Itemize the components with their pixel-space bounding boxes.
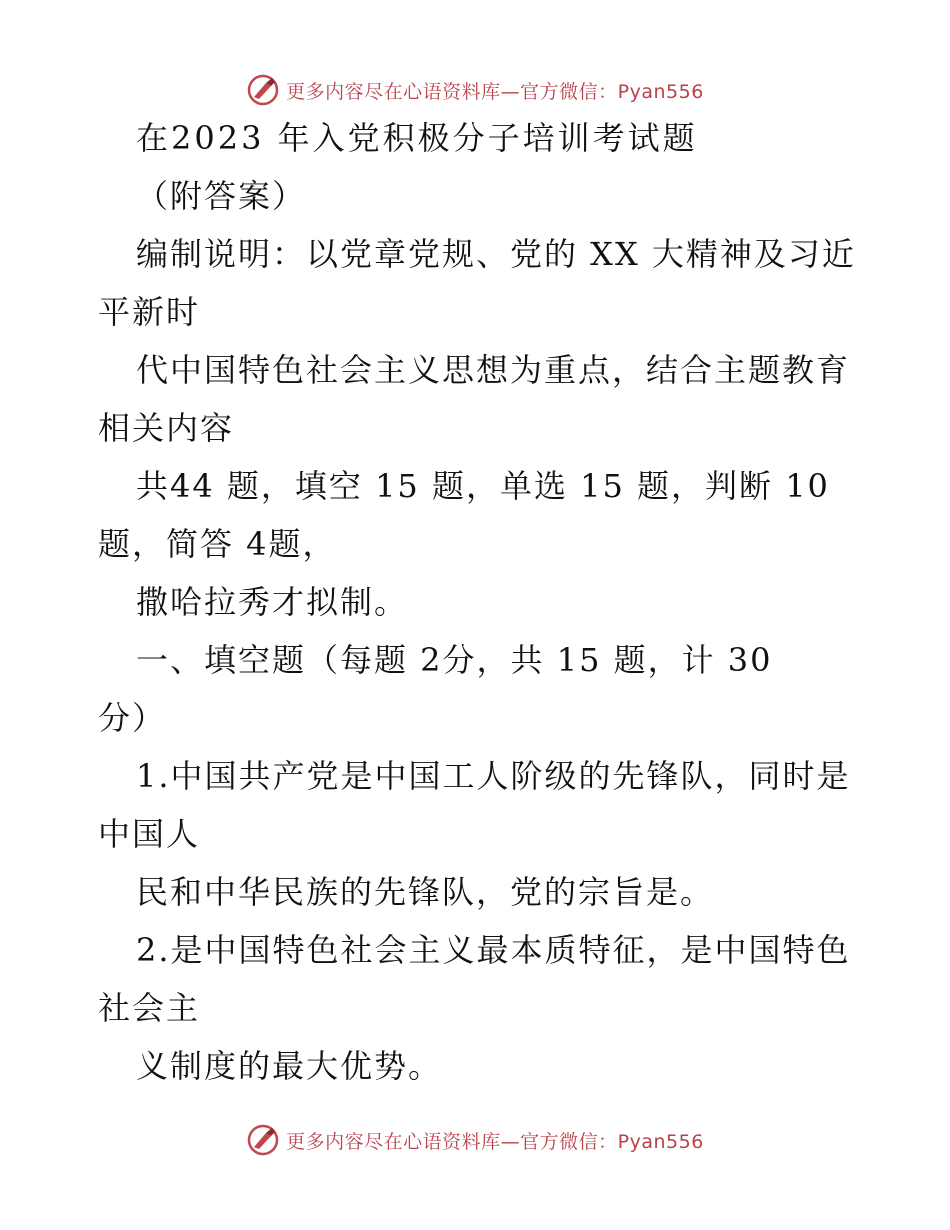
- paragraph-line: 平新时: [98, 293, 201, 331]
- header-watermark-banner: [0, 70, 950, 110]
- question-line: 2.是中国特色社会主义最本质特征，是中国特色: [136, 931, 851, 969]
- question-line: 民和中华民族的先锋队，党的宗旨是。: [136, 873, 715, 911]
- question-line: 社会主: [98, 989, 201, 1027]
- section-heading-cont: 分）: [98, 699, 167, 737]
- paragraph-line: 题，简答 4题，: [98, 525, 337, 563]
- paragraph-line: 撒哈拉秀才拟制。: [136, 583, 409, 621]
- pen-nib-circle-icon: [246, 73, 280, 107]
- footer-watermark-banner: [0, 1120, 950, 1160]
- pen-nib-circle-icon: [246, 1123, 280, 1157]
- document-title: 在2023 年入党积极分子培训考试题: [136, 119, 698, 157]
- paragraph-line: 代中国特色社会主义思想为重点，结合主题教育: [136, 351, 851, 389]
- question-line: 义制度的最大优势。: [136, 1047, 443, 1085]
- question-line: 1.中国共产党是中国工人阶级的先锋队，同时是: [136, 757, 851, 795]
- paragraph-line: 共44 题，填空 15 题，单选 15 题，判断 10: [136, 467, 830, 505]
- footer-watermark-text: 更多内容尽在心语资料库—官方微信：Pyan556: [286, 1130, 704, 1153]
- document-body: [98, 118, 858, 1104]
- document-subtitle: （附答案）: [136, 177, 307, 215]
- section-heading: 一、填空题（每题 2分，共 15 题，计 30: [136, 641, 773, 679]
- paragraph-line: 相关内容: [98, 409, 235, 447]
- question-line: 中国人: [98, 815, 201, 853]
- header-watermark-text: 更多内容尽在心语资料库—官方微信：Pyan556: [286, 80, 704, 103]
- paragraph-line: 编制说明：以党章党规、党的 XX 大精神及习近: [136, 235, 856, 273]
